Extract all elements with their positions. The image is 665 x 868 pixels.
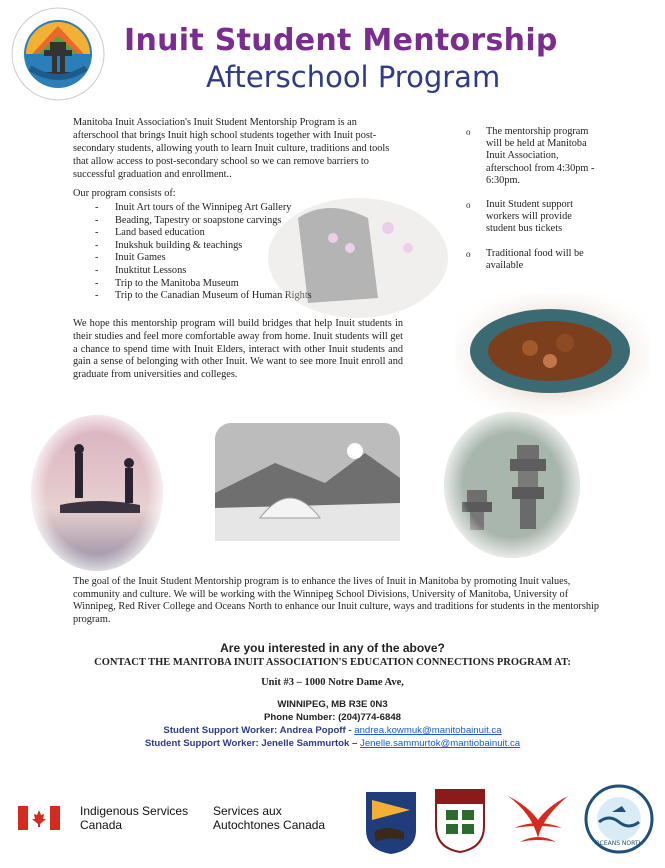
- list-item: o Inuit Student support workers will provide student bus tickets: [466, 199, 596, 236]
- worker-label: Student Support Worker: Andrea Popoff -: [163, 725, 355, 736]
- inukshuk-photo: [442, 410, 582, 560]
- email-link[interactable]: andrea.kowmuk@manitobainuit.ca: [354, 725, 502, 736]
- isc-name-english: [80, 804, 188, 832]
- program-heading: Our program consists of:: [73, 188, 176, 199]
- isc-en-line1: Indigenous Services: [80, 804, 189, 818]
- isc-name-french: [213, 804, 325, 832]
- list-item: - Inukshuk building & teachings: [95, 240, 312, 253]
- worker-label: Student Support Worker: Jenelle Sammurtok –: [144, 738, 361, 749]
- title-line-2: Afterschool Program: [206, 60, 501, 94]
- list-item: - Beading, Tapestry or soapstone carvings: [95, 215, 312, 228]
- canada-flag-icon: [18, 806, 60, 830]
- list-item: o The mentorship program will be held at Manitoba Inuit Association, afterschool from 4:30pm - 6:30pm.: [466, 126, 596, 187]
- isc-en-line2: Canada: [80, 818, 123, 832]
- red-river-college-logo: [502, 788, 574, 852]
- side-notes: [466, 126, 596, 284]
- list-item: - Trip to the Manitoba Museum: [95, 278, 312, 291]
- list-item: - Land based education: [95, 227, 312, 240]
- igloo-photo: [215, 423, 400, 541]
- contact-heading: CONTACT THE MANITOBA INUIT ASSOCIATION'S EDUCATION CONNECTIONS PROGRAM AT:: [94, 657, 571, 668]
- intro-paragraph: Manitoba Inuit Association's Inuit Student Mentorship Program is an afterschool that brings Inuit high school students together with Inuit post-secondary students, allowing youth to learn Inuit culture, traditions and tools that allow access to post-secondary school so we can remove barriers to successful graduation and enrollment..: [73, 117, 390, 180]
- oceans-north-text: OCEANS NORTH: [594, 840, 644, 847]
- isc-fr-line2: Autochtones Canada: [213, 818, 326, 832]
- interest-question: Are you interested in any of the above?: [220, 641, 445, 655]
- support-worker-1: [0, 725, 665, 736]
- oceans-north-logo: [584, 784, 654, 854]
- manitoba-inuit-association-logo: [10, 6, 106, 102]
- email-link[interactable]: Jenelle.sammurtok@mantiobainuit.ca: [360, 738, 521, 749]
- address-city: WINNIPEG, MB R3E 0N3: [277, 699, 388, 710]
- support-worker-2: [0, 738, 665, 749]
- list-item: - Inuktitut Lessons: [95, 265, 312, 278]
- address-unit: Unit #3 – 1000 Notre Dame Ave,: [261, 677, 404, 688]
- phone-number: Phone Number: (204)774-6848: [263, 712, 402, 723]
- list-item: o Traditional food will be available: [466, 248, 596, 272]
- isc-fr-line1: Services aux: [213, 804, 282, 818]
- title-line-1: Inuit Student Mentorship: [124, 23, 558, 58]
- traditional-food-photo: [455, 293, 650, 415]
- university-of-manitoba-logo: [364, 790, 418, 856]
- beaded-mitten-photo: [258, 188, 448, 318]
- list-item: - Inuit Games: [95, 252, 312, 265]
- fishing-silhouette-photo: [30, 413, 165, 573]
- list-item: - Inuit Art tours of the Winnipeg Art Gallery: [95, 202, 312, 215]
- university-of-winnipeg-crest: [432, 786, 488, 854]
- goal-paragraph: The goal of the Inuit Student Mentorship program is to enhance the lives of Inuit in Manitoba by promoting Inuit values, community and culture. We will be working with the Winnipeg School Divisions, University of Manitoba, University of Winnipeg, Red River College and Oceans North to enhance our Inuit culture, ways and traditions for students in the mentorship program.: [73, 576, 600, 625]
- list-item: - Trip to the Canadian Museum of Human Rights: [95, 290, 312, 303]
- hope-paragraph: We hope this mentorship program will build bridges that help Inuit students in their studies and feel more comfortable away from home. Inuit students will get a chance to spend time with Inuit Elders, interact with other Inuit students and gain a sense of belonging with other Inuit. We want to see more Inuit enroll and graduate from universities and colleges.: [73, 318, 403, 381]
